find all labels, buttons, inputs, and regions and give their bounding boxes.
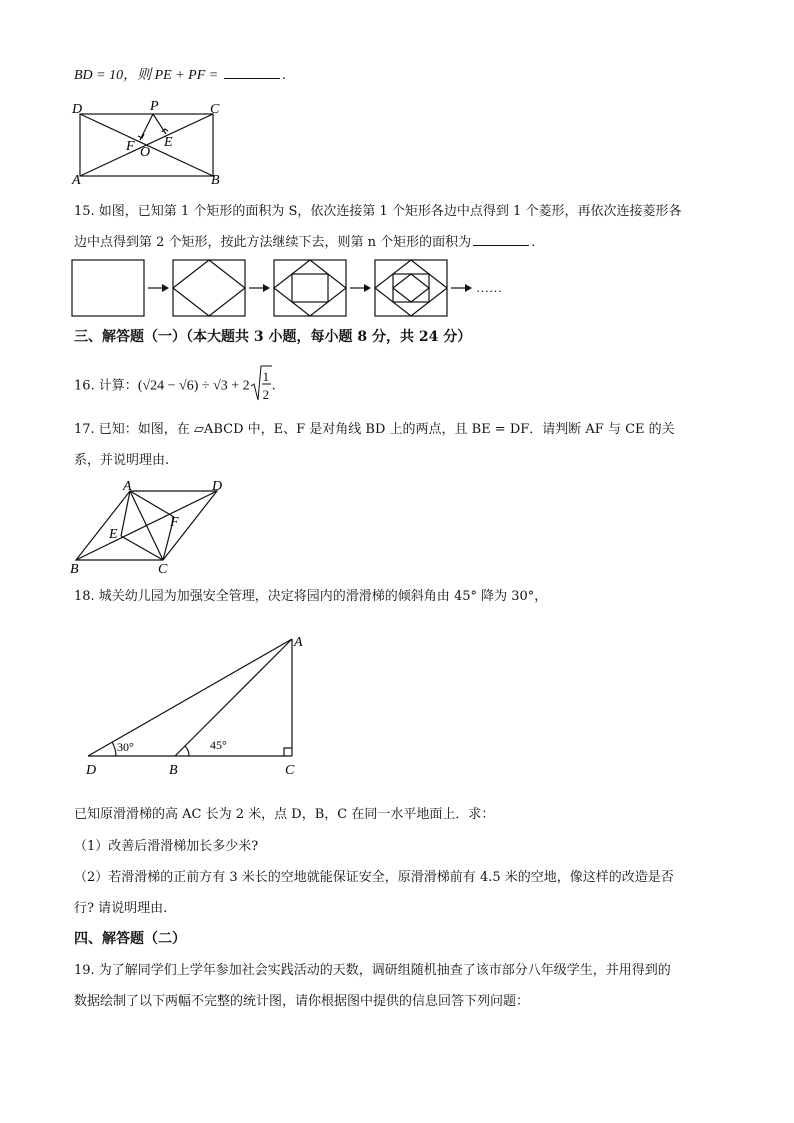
- q17-line1: 17. 已知：如图，在 ▱ABCD 中，E、F 是对角线 BD 上的两点，且 BE = DF．请判断 AF 与 CE 的关: [74, 422, 675, 437]
- fraction-numerator: 1: [262, 369, 270, 384]
- q17-line2: 系，并说明理由.: [74, 453, 170, 468]
- rectangle-1: [72, 260, 144, 316]
- figure-q18-slide: [80, 630, 320, 778]
- right-angle-c: [284, 748, 292, 756]
- angle-arc-b: [185, 746, 189, 756]
- angle-d-30: 30°: [117, 740, 134, 754]
- inner-rectangle-4: [393, 274, 429, 302]
- label-p: P: [150, 99, 159, 114]
- angle-b-45: 45°: [210, 738, 227, 752]
- q18-part2-line1: （2）若滑滑梯的正前方有 3 米长的空地就能保证安全，原滑滑梯前有 4.5 米的空地，像这样的改造是否: [74, 870, 674, 885]
- q15-period: .: [531, 235, 536, 250]
- label-o: O: [140, 145, 151, 160]
- label-d: D: [86, 763, 97, 778]
- rectangle-4: [375, 260, 447, 316]
- label-f: F: [126, 139, 135, 154]
- q14-period: .: [281, 68, 286, 83]
- answer-blank: [224, 66, 280, 79]
- section3-title: 三、解答题（一）（本大题共 3 小题，每小题 8 分，共 24 分）: [74, 329, 472, 345]
- label-d: D: [72, 102, 83, 117]
- q16-line: [74, 368, 276, 408]
- rhombus-4: [375, 260, 447, 316]
- rectangle-3: [274, 260, 346, 316]
- label-e: E: [109, 527, 118, 542]
- q18-given: 已知原滑滑梯的高 AC 长为 2 米，点 D，B，C 在同一水平地面上．求：: [74, 807, 495, 822]
- label-b: B: [70, 562, 79, 576]
- label-b: B: [169, 763, 178, 778]
- right-angle-f: [138, 134, 144, 138]
- label-c: C: [210, 102, 220, 117]
- q14-answer-line: [74, 66, 286, 85]
- q16-period: .: [271, 378, 276, 394]
- slide-ba: [175, 639, 292, 756]
- label-b: B: [211, 173, 220, 188]
- q19-line1: 19. 为了解同学们上学年参加社会实践活动的天数，调研组随机抽查了该市部分八年级学生，并用得到的: [74, 963, 671, 978]
- q14-expression: BD = 10，则 PE + PF =: [74, 68, 222, 83]
- label-c: C: [285, 763, 295, 778]
- segment-ae: [121, 491, 130, 536]
- q16-label: 16. 计算：: [74, 378, 138, 394]
- slide-da: [88, 639, 292, 756]
- q16-expression: (√24 − √6) ÷ √3 + 2: [137, 378, 250, 394]
- label-c: C: [158, 562, 168, 576]
- segment-pe: [153, 114, 166, 134]
- inner-rhombus-4: [393, 274, 429, 302]
- q18-line1: 18. 城关幼儿园为加强安全管理，决定将园内的滑滑梯的倾斜角由 45° 降为 30°，: [74, 589, 548, 604]
- label-a: A: [123, 480, 132, 494]
- q18-part1: （1）改善后滑滑梯加长多少米?: [74, 839, 259, 854]
- rhombus-2: [173, 260, 245, 316]
- angle-arc-d: [112, 742, 116, 756]
- section4-title: 四、解答题（二）: [74, 931, 186, 947]
- q15-line2-text: 边中点得到第 2 个矩形，按此方法继续下去，则第 n 个矩形的面积为: [74, 235, 472, 250]
- sqrt-fraction: [250, 368, 272, 404]
- segment-pf: [140, 114, 153, 140]
- q18-part2-line2: 行? 请说明理由.: [74, 901, 168, 916]
- label-a: A: [294, 635, 303, 650]
- fraction-denominator: 2: [262, 387, 270, 402]
- figure-q17-parallelogram: [66, 480, 236, 576]
- label-d: D: [212, 480, 223, 494]
- ellipsis: ……: [476, 280, 502, 295]
- label-e: E: [164, 135, 173, 150]
- q15-line1: 15. 如图，已知第 1 个矩形的面积为 S，依次连接第 1 个矩形各边中点得到 1 个菱形，再依次连接菱形各: [74, 204, 682, 219]
- q19-line2: 数据绘制了以下两幅不完整的统计图，请你根据图中提供的信息回答下列问题：: [74, 994, 530, 1009]
- figure-q15-sequence: [70, 258, 520, 320]
- rhombus-3: [274, 260, 346, 316]
- label-f: F: [170, 515, 179, 530]
- label-a: A: [72, 173, 81, 188]
- rectangle-2: [173, 260, 245, 316]
- inner-rectangle-3: [292, 274, 328, 302]
- answer-blank: [473, 233, 529, 246]
- q15-line2: [74, 233, 535, 252]
- figure-q14-rectangle: [66, 98, 226, 188]
